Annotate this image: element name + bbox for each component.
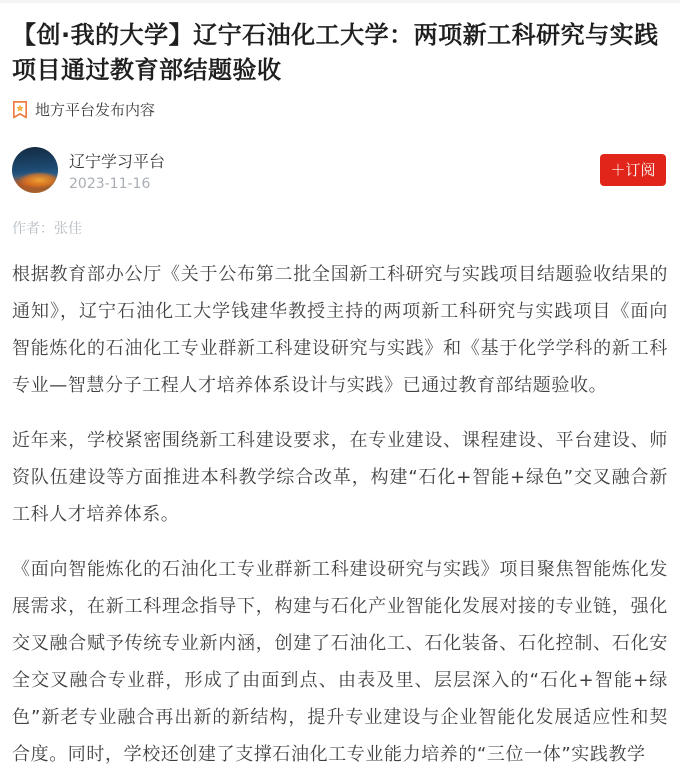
article-paragraph: 《面向智能炼化的石油化工专业群新工科建设研究与实践》项目聚焦智能炼化发展需求，在新工科理念指导下，构建与石化产业智能化发展对接的专业链，强化交叉融合赋予传统专业新内涵，创建了石油化工、石化装备、石化控制、石化安全交叉融合专业群，形成了由面到点、由表及里、层层深入的“石化+智能+绿色”新老专业融合再出新的新结构，提升专业建设与企业智能化发展适应性和契合度。同时，学校还创建了支撑石油化工专业能力培养的“三位一体”实践教学 bbox=[12, 559, 668, 765]
source-tag-label: 地方平台发布内容 bbox=[35, 101, 156, 119]
subscribe-button[interactable]: ＋订阅 bbox=[600, 154, 666, 186]
author-line: 作者：张佳 bbox=[12, 221, 82, 237]
ribbon-star-badge-icon bbox=[12, 101, 28, 119]
article-paragraph: 根据教育部办公厅《关于公布第二批全国新工科研究与实践项目结题验收结果的通知》，辽宁石油化工大学钱建华教授主持的两项新工科研究与实践项目《面向智能炼化的石油化工专业群新工科建设研究与实践》和《基于化学学科的新工科专业—智慧分子工程人才培养体系设计与实践》已通过教育部结题验收。 bbox=[12, 264, 668, 396]
page-title: 【创·我的大学】辽宁石油化工大学：两项新工科研究与实践项目通过教育部结题验收 bbox=[12, 21, 659, 84]
publisher-name[interactable]: 辽宁学习平台 bbox=[69, 151, 166, 171]
publish-date: 2023-11-16 bbox=[69, 175, 151, 192]
source-tag bbox=[12, 99, 668, 120]
article-page bbox=[0, 3, 680, 773]
article-body bbox=[12, 256, 668, 773]
publisher-row bbox=[12, 147, 668, 193]
article-paragraph: 近年来，学校紧密围绕新工科建设要求，在专业建设、课程建设、平台建设、师资队伍建设等方面推进本科教学综合改革，构建“石化+智能+绿色”交叉融合新工科人才培养体系。 bbox=[12, 430, 668, 525]
publisher-meta bbox=[69, 149, 165, 192]
publisher-avatar[interactable] bbox=[12, 147, 58, 193]
